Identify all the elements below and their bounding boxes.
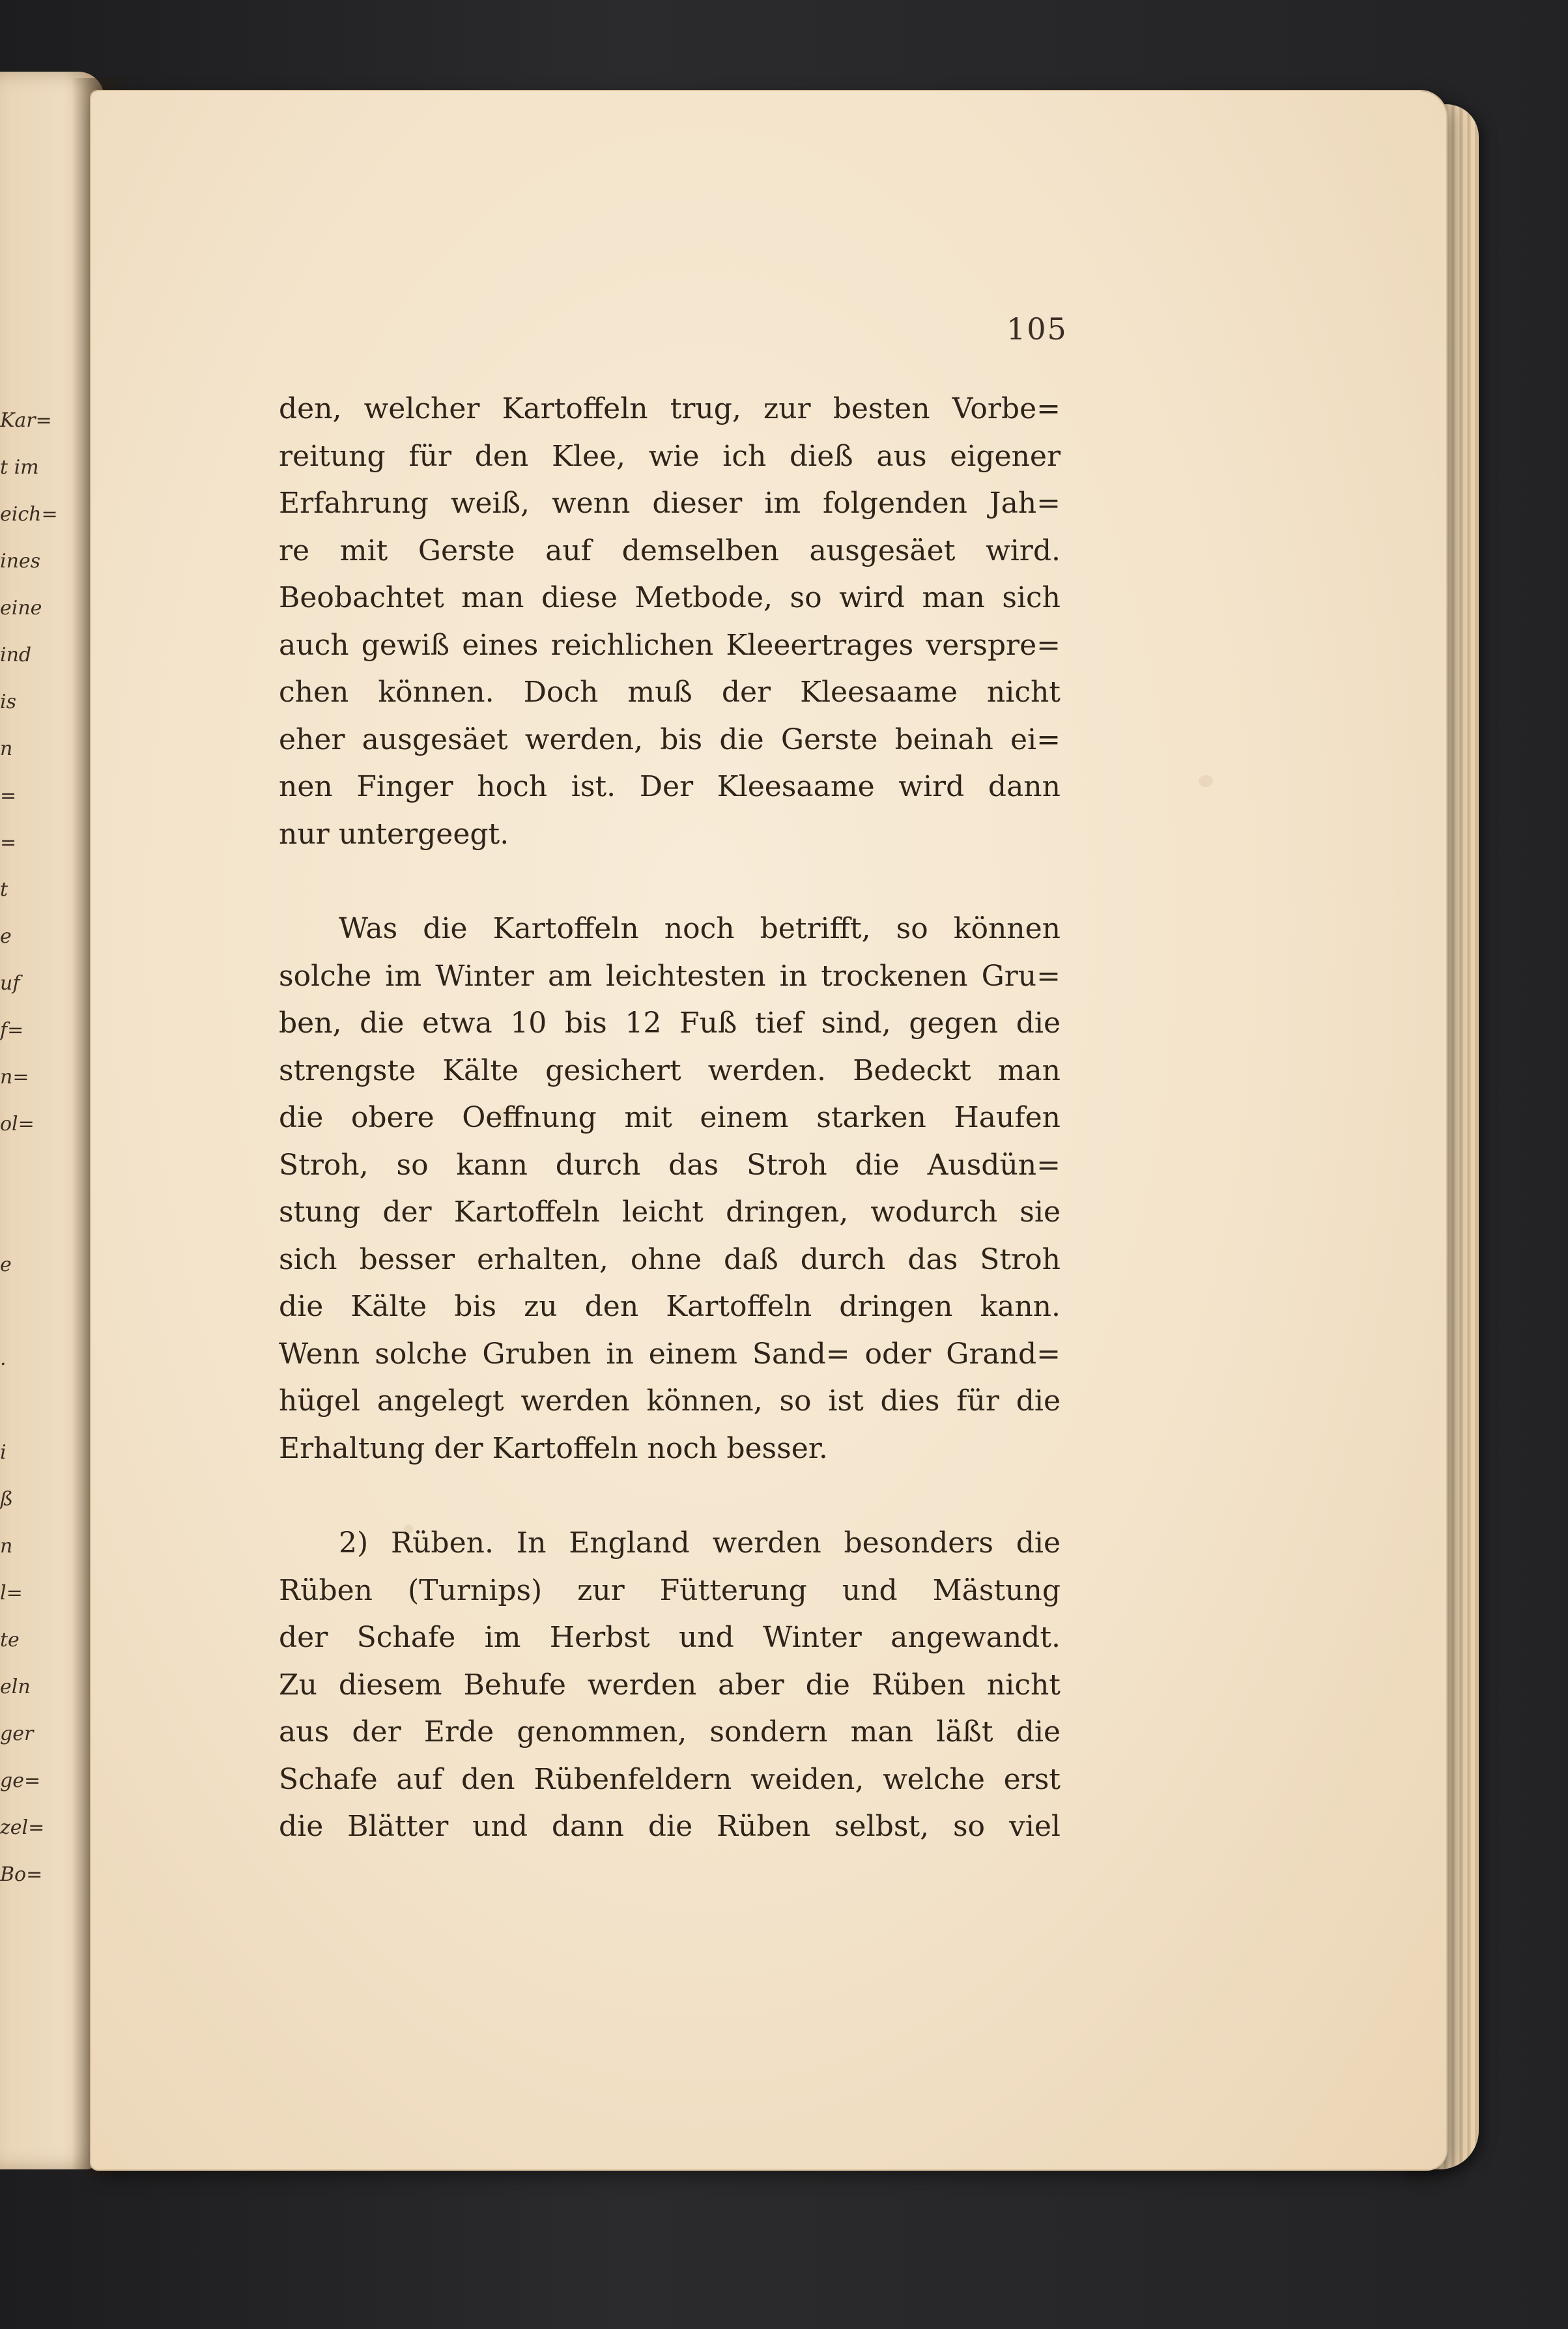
text-line: aus der Erde genommen, sondern man läßt die (279, 1715, 1061, 1749)
text-line: Schafe auf den Rübenfeldern weiden, welche erst (279, 1762, 1061, 1796)
left-page-fragment: n (0, 737, 13, 760)
left-page-fragment: ines (0, 550, 41, 573)
left-page-fragment: t im (0, 456, 39, 479)
text-line: strengste Kälte gesichert werden. Bedeckt man (279, 1053, 1061, 1087)
text-line: nur untergeegt. (279, 817, 509, 851)
left-page-text (0, 397, 58, 1898)
left-page-fragment: n= (0, 1066, 29, 1089)
text-line: Zu diesem Behufe werden aber die Rüben nicht (279, 1668, 1061, 1702)
left-page-fragment: Kar= (0, 409, 52, 432)
text-line: den, welcher Kartoffeln trug, zur besten Vorbe= (279, 392, 1061, 425)
left-page-fragment: ind (0, 644, 32, 666)
text-line: re mit Gerste auf demselben ausgesäet wird. (279, 534, 1061, 567)
page-number: 105 (1006, 311, 1068, 347)
left-page-fragment: f= (0, 1019, 24, 1042)
left-page-fragment: ß (0, 1488, 14, 1511)
text-line: auch gewiß eines reichlichen Kleeertrages verspre= (279, 628, 1061, 662)
left-page-fragment: l= (0, 1582, 23, 1605)
text-line: reitung für den Klee, wie ich dieß aus eigener (279, 439, 1061, 473)
left-page-fragment: n (0, 1535, 13, 1558)
text-line: Rüben (Turnips) zur Fütterung und Mästung (279, 1573, 1061, 1607)
text-line: sich besser erhalten, ohne daß durch das Stroh (279, 1242, 1061, 1276)
left-page-fragment: is (0, 691, 16, 713)
left-page-fragment: ge= (0, 1769, 41, 1792)
text-line: chen können. Doch muß der Kleesaame nicht (279, 676, 1061, 709)
text-line: hügel angelegt werden können, so ist dies für die (279, 1384, 1061, 1418)
text-line: Stroh, so kann durch das Stroh die Ausdün= (279, 1148, 1061, 1182)
paragraph-1 (279, 386, 1061, 858)
text-line: Erhaltung der Kartoffeln noch besser. (279, 1431, 828, 1465)
left-page-fragment: . (0, 1347, 7, 1370)
text-line: 2) Rüben. In England werden besonders die (339, 1526, 1061, 1560)
left-page-fragment: = (0, 784, 17, 807)
text-line: die Blätter und dann die Rüben selbst, so viel (279, 1810, 1061, 1843)
left-page-fragment: eln (0, 1676, 31, 1698)
left-page-fragment: te (0, 1629, 20, 1651)
paragraph-2 (279, 906, 1061, 1472)
left-page-fragment: ol= (0, 1113, 35, 1136)
paragraph-3 (279, 1520, 1061, 1851)
left-page-fragment: t (0, 878, 8, 901)
left-page-fragment: e (0, 1253, 12, 1276)
text-line: eher ausgesäet werden, bis die Gerste beinah ei= (279, 722, 1061, 756)
left-page-fragment: ger (0, 1722, 34, 1745)
text-line: der Schafe im Herbst und Winter angewandt. (279, 1621, 1061, 1654)
left-page-fragment: eine (0, 597, 42, 620)
text-line: ben, die etwa 10 bis 12 Fuß tief sind, gegen die (279, 1007, 1061, 1040)
left-page-fragment: uf (0, 972, 20, 995)
left-page-fragment: Bo= (0, 1863, 43, 1886)
left-page-fragment: = (0, 831, 17, 854)
text-line: Wenn solche Gruben in einem Sand= oder Grand= (279, 1337, 1061, 1371)
text-line: die Kälte bis zu den Kartoffeln dringen kann. (279, 1290, 1061, 1323)
text-line: die obere Oeffnung mit einem starken Haufen (279, 1101, 1061, 1134)
left-page-fragment: i (0, 1441, 7, 1464)
left-page-fragment (0, 1148, 52, 1195)
text-line: nen Finger hoch ist. Der Kleesaame wird dann (279, 770, 1061, 803)
left-page-fragment (0, 1289, 52, 1336)
text-line: Was die Kartoffeln noch betrifft, so können (339, 912, 1061, 945)
text-line: Erfahrung weiß, wenn dieser im folgenden Jah= (279, 487, 1061, 520)
body-text (279, 386, 1061, 1851)
left-page-fragment: eich= (0, 503, 58, 526)
text-line: stung der Kartoffeln leicht dringen, wodurch sie (279, 1195, 1061, 1229)
left-page-fragment: e (0, 925, 12, 948)
text-line: solche im Winter am leichtesten in trockenen Gru= (279, 959, 1061, 993)
paper-stain (1199, 775, 1213, 787)
left-page-fragment (0, 1382, 52, 1429)
left-page-fragment: zel= (0, 1816, 45, 1839)
text-line: Beobachtet man diese Metbode, so wird man sich (279, 581, 1061, 614)
left-page-fragment (0, 1195, 52, 1242)
